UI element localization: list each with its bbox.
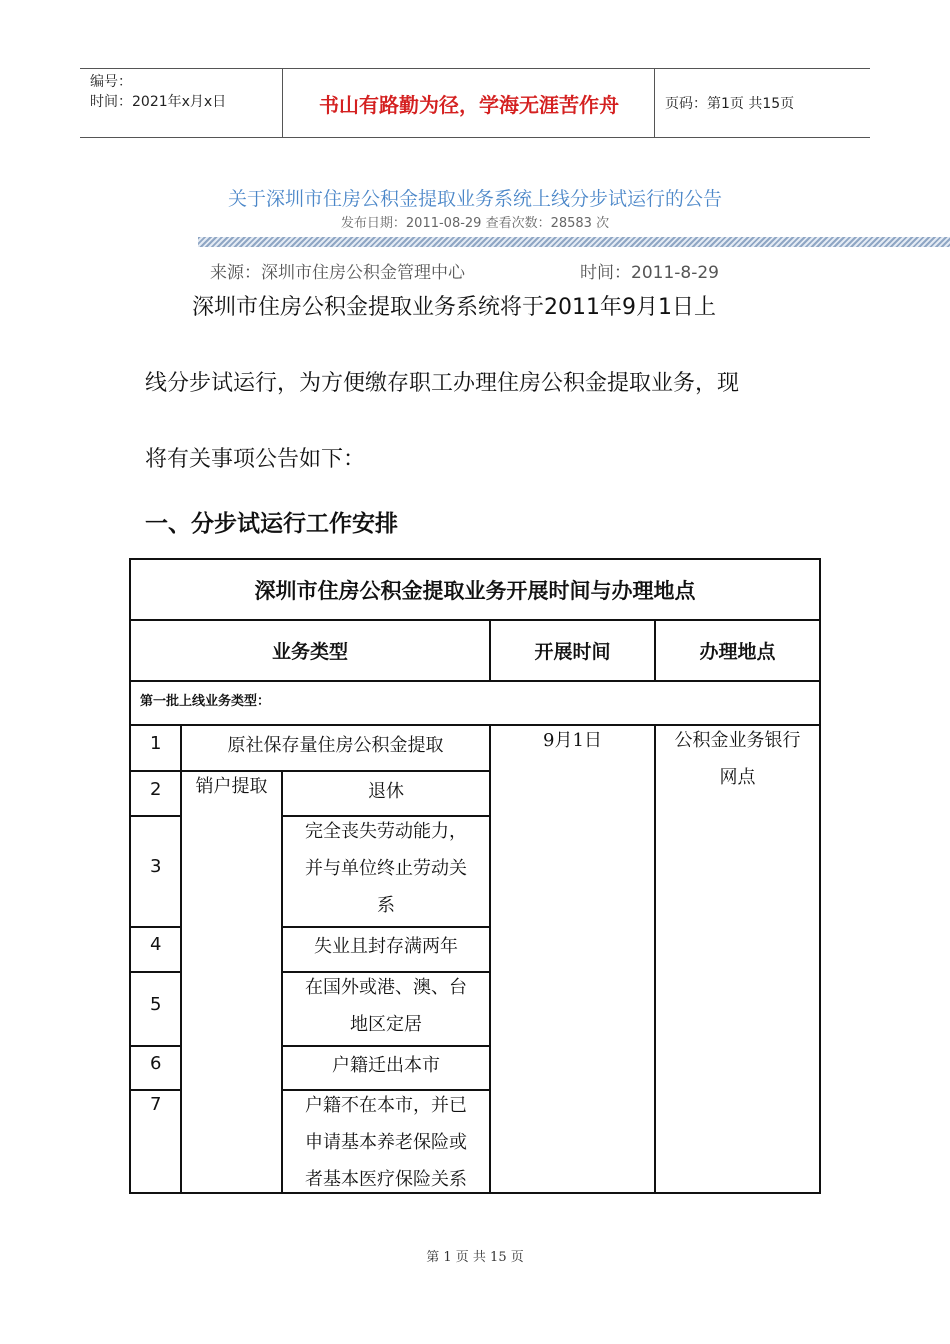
table-caption: 深圳市住房公积金提取业务开展时间与办理地点 xyxy=(254,578,696,603)
table-border xyxy=(129,971,182,973)
cell-line: 地区定居 xyxy=(350,1014,422,1035)
para-day: 1 xyxy=(658,295,673,320)
column-header-place: 办理地点 xyxy=(699,641,776,663)
place-cell xyxy=(656,722,819,796)
cell-line: 在国外或港、澳、台 xyxy=(305,977,467,998)
cell-line: 并与单位终止劳动关 xyxy=(305,858,467,879)
paragraph-line: 线分步试运行，为方便缴存职工办理住房公积金提取业务，现 xyxy=(145,371,740,396)
table-cell xyxy=(283,928,489,965)
row-number: 1 xyxy=(150,733,162,754)
table-cell xyxy=(283,969,489,1043)
table-border xyxy=(129,926,182,928)
table-cell xyxy=(283,1047,489,1084)
start-time-cell: 9月1日 xyxy=(543,730,602,751)
paragraph-line: 将有关事项公告如下： xyxy=(145,447,366,472)
row-number: 6 xyxy=(150,1053,162,1074)
cell-line: 申请基本养老保险或 xyxy=(305,1132,467,1153)
table-cell xyxy=(283,773,489,810)
table-border xyxy=(129,1045,182,1047)
category-cell: 销户提取 xyxy=(195,776,268,797)
column-header-time: 开展时间 xyxy=(534,641,611,663)
cell-line: 户籍迁出本市 xyxy=(332,1055,440,1076)
cell-line: 完全丧失劳动能力， xyxy=(305,821,467,842)
article-title: 关于深圳市住房公积金提取业务系统上线分步试运行的公告 xyxy=(227,188,722,210)
table-border xyxy=(129,815,182,817)
section-heading: 一、分步试运行工作安排 xyxy=(145,511,398,537)
row-number: 5 xyxy=(150,994,162,1015)
row-number: 4 xyxy=(150,934,162,955)
cell-line: 者基本医疗保险关系 xyxy=(305,1169,467,1190)
para-text: 年 xyxy=(600,295,623,320)
cell-line: 户籍不在本市，并已 xyxy=(305,1095,467,1116)
table-border xyxy=(129,680,821,682)
row-number: 7 xyxy=(150,1094,162,1115)
number-label: 编号： xyxy=(90,74,132,90)
cell-line: 系 xyxy=(377,895,395,916)
time-label: 时间：2021年x月x日 xyxy=(90,94,227,110)
page-footer: 第 1 页 共 15 页 xyxy=(426,1250,524,1265)
column-header-type: 业务类型 xyxy=(271,641,348,663)
source-text: 来源：深圳市住房公积金管理中心 xyxy=(210,263,465,283)
table-cell xyxy=(283,813,489,924)
table-border xyxy=(489,724,491,1194)
para-text: 月 xyxy=(636,295,659,320)
row-number: 3 xyxy=(150,856,162,877)
cell-line: 公积金业务银行 xyxy=(674,730,801,751)
table-border xyxy=(129,1089,182,1091)
para-text: 深圳市住房公积金提取业务系统将于 xyxy=(192,295,545,320)
para-month: 9 xyxy=(622,295,637,320)
batch-label: 第一批上线业务类型： xyxy=(140,694,271,709)
cell-line: 失业且封存满两年 xyxy=(314,936,458,957)
table-border xyxy=(819,558,821,1194)
header-motto: 书山有路勤为径，学海无涯苦作舟 xyxy=(319,92,619,117)
time-prefix: 时间： xyxy=(580,263,631,283)
row-number: 2 xyxy=(150,779,162,800)
table-cell: 原社保存量住房公积金提取 xyxy=(227,735,444,756)
page-info: 页码：第1页 共15页 xyxy=(665,96,795,112)
table-cell xyxy=(283,1087,489,1198)
cell-line: 网点 xyxy=(719,767,756,788)
time-value: 2011-8-29 xyxy=(631,263,719,283)
para-text: 日上 xyxy=(672,295,717,320)
para-year: 2011 xyxy=(544,295,601,320)
cell-line: 退休 xyxy=(368,781,404,802)
article-meta: 发布日期：2011-08-29 查看次数：28583 次 xyxy=(340,216,610,231)
